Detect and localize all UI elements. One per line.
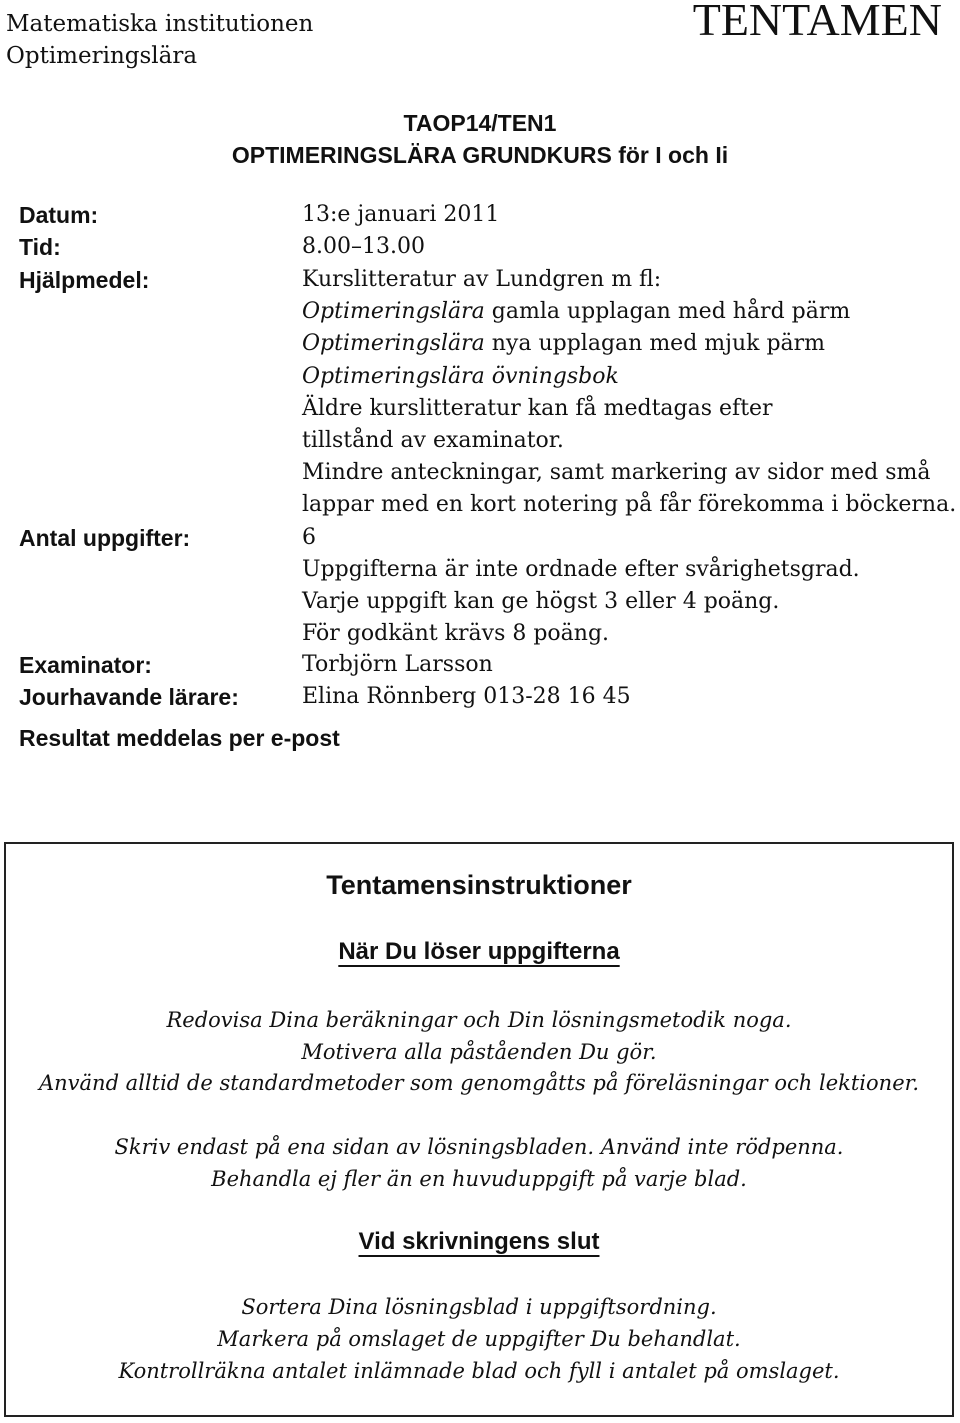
document-type: TENTAMEN [692, 0, 942, 45]
course-name: OPTIMERINGSLÄRA GRUNDKURS för I och Ii [231, 142, 729, 168]
tasks-value: 6 [302, 525, 316, 550]
aids-line: Mindre anteckningar, samt markering av sidor med små [302, 460, 931, 485]
section-heading-solving: När Du löser uppgifterna [338, 938, 620, 965]
department-name: Matematiska institutionen [6, 11, 314, 37]
instruction-line: Motivera alla påståenden Du gör. [301, 1040, 657, 1064]
tasks-line: Varje uppgift kan ge högst 3 eller 4 poäng. [302, 589, 780, 614]
course-code: TAOP14/TEN1 [403, 110, 557, 136]
instruction-line: Skriv endast på ena sidan av lösningsbladen. Använd inte rödpenna. [114, 1135, 844, 1159]
book-title: Optimeringslära [302, 331, 485, 356]
instructions-box [4, 842, 954, 1417]
date-label: Datum: [19, 202, 99, 228]
book-title: Optimeringslära [302, 299, 485, 324]
time-label: Tid: [19, 234, 61, 260]
tasks-line: För godkänt krävs 8 poäng. [302, 621, 610, 646]
aids-line: Kurslitteratur av Lundgren m fl: [302, 267, 662, 292]
book-desc: gamla upplagan med hård pärm [484, 299, 851, 324]
aids-line: Optimeringslära övningsbok [302, 364, 619, 389]
aids-label: Hjälpmedel: [19, 267, 150, 293]
teacher-label: Jourhavande lärare: [19, 684, 239, 710]
tasks-label: Antal uppgifter: [19, 525, 191, 551]
subject-name: Optimeringslära [6, 43, 198, 69]
book-desc: nya upplagan med mjuk pärm [484, 331, 826, 356]
instruction-line: Sortera Dina lösningsblad i uppgiftsordning. [241, 1295, 717, 1319]
date-value: 13:e januari 2011 [302, 202, 500, 227]
results-note: Resultat meddelas per e-post [19, 725, 340, 751]
section-heading-wrap [6, 1228, 952, 1256]
aids-line [302, 299, 850, 324]
examiner-label: Examinator: [19, 652, 152, 678]
instruction-line: Behandla ej fler än en huvuduppgift på varje blad. [211, 1167, 747, 1191]
aids-line: Äldre kurslitteratur kan få medtagas efter [302, 396, 773, 421]
instruction-line: Redovisa Dina beräkningar och Din lösningsmetodik noga. [166, 1008, 792, 1032]
time-value: 8.00–13.00 [302, 234, 425, 259]
examiner-value: Torbjörn Larsson [302, 652, 493, 677]
aids-line: tillstånd av examinator. [302, 428, 564, 453]
instruction-line: Markera på omslaget de uppgifter Du behandlat. [217, 1327, 741, 1351]
section-heading-wrap [6, 938, 952, 966]
instruction-line: Använd alltid de standardmetoder som genomgåtts på föreläsningar och lektioner. [38, 1071, 920, 1095]
aids-line [302, 331, 825, 356]
section-heading-end: Vid skrivningens slut [358, 1228, 600, 1255]
instructions-title: Tentamensinstruktioner [326, 870, 632, 900]
aids-line: lappar med en kort notering på får förekomma i böckerna. [302, 492, 957, 517]
tasks-line: Uppgifterna är inte ordnade efter svårighetsgrad. [302, 557, 860, 582]
department-header [6, 8, 313, 72]
instruction-line: Kontrollräkna antalet inlämnade blad och fyll i antalet på omslaget. [118, 1359, 840, 1383]
teacher-value: Elina Rönnberg 013-28 16 45 [302, 684, 631, 709]
